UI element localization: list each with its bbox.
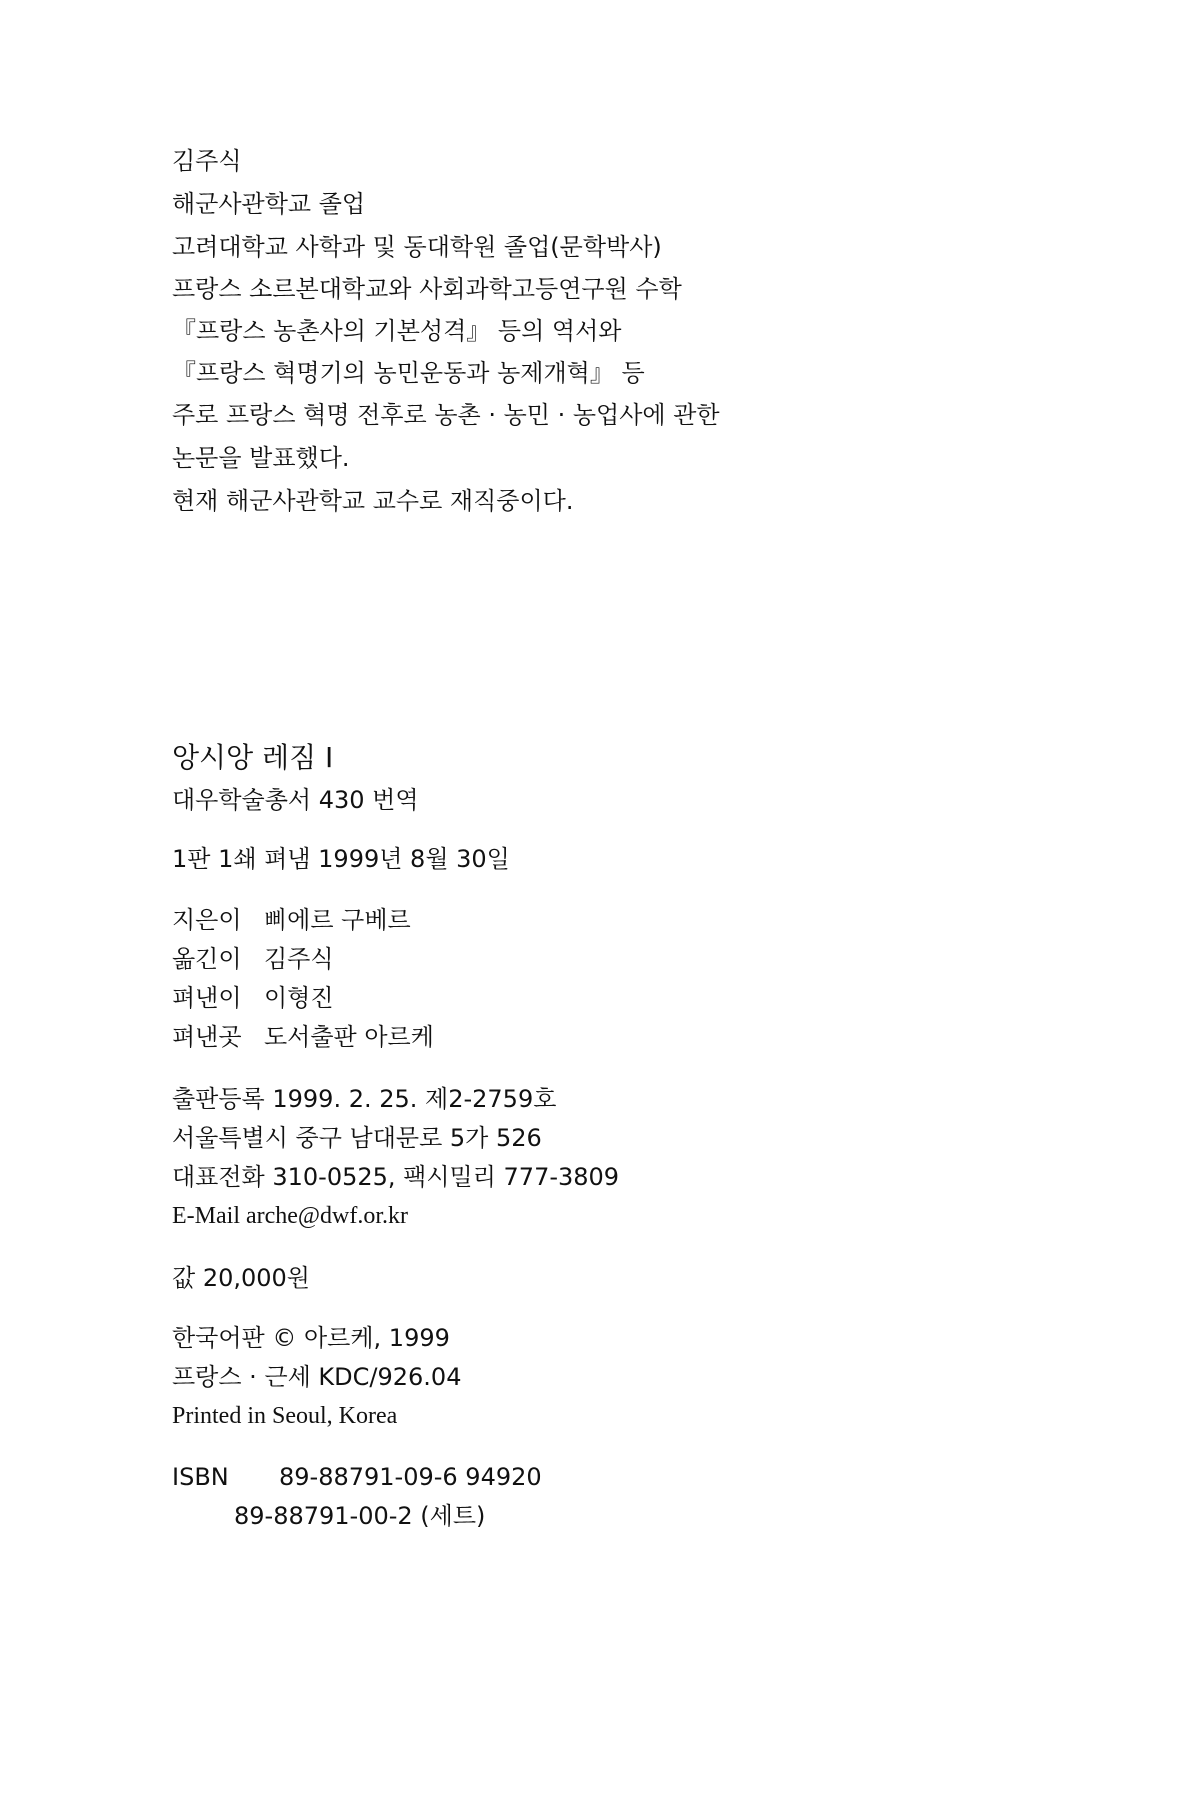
credit-value: 이형진: [264, 984, 334, 1012]
printed-in: Printed in Seoul, Korea: [172, 1403, 398, 1429]
credit-author: [172, 905, 411, 935]
bio-line: 해군사관학교 졸업: [172, 190, 366, 218]
registration-info: 출판등록 1999. 2. 25. 제2-2759호: [172, 1085, 557, 1113]
bio-line: 현재 해군사관학교 교수로 재직중이다.: [172, 487, 574, 515]
bio-line: 논문을 발표했다.: [172, 444, 350, 472]
bio-line: 『프랑스 농촌사의 기본성격』 등의 역서와: [172, 317, 622, 345]
isbn-label: ISBN: [172, 1463, 229, 1491]
credit-press: [172, 1022, 434, 1052]
phone-fax: 대표전화 310-0525, 팩시밀리 777-3809: [172, 1163, 620, 1191]
credit-label: 펴낸곳: [172, 1023, 242, 1051]
translator-name: 김주식: [172, 147, 242, 175]
isbn-number: 89-88791-09-6 94920: [279, 1463, 542, 1491]
bio-line: 고려대학교 사학과 및 동대학원 졸업(문학박사): [172, 233, 662, 261]
classification: 프랑스 · 근세 KDC/926.04: [172, 1363, 462, 1391]
credit-label: 지은이: [172, 906, 242, 934]
series-name: 대우학술총서 430 번역: [172, 786, 419, 814]
bio-line: 주로 프랑스 혁명 전후로 농촌 · 농민 · 농업사에 관한: [172, 401, 720, 429]
price: 값 20,000원: [172, 1264, 310, 1292]
copyright: 한국어판 © 아르케, 1999: [172, 1324, 450, 1352]
isbn-set: 89-88791-00-2 (세트): [234, 1502, 486, 1530]
credit-value: 삐에르 구베르: [264, 906, 411, 934]
email-label: E-Mail: [172, 1203, 240, 1229]
book-title: 앙시앙 레짐 I: [172, 741, 334, 774]
bio-line: 프랑스 소르본대학교와 사회과학고등연구원 수학: [172, 275, 682, 303]
credit-translator: [172, 944, 334, 974]
address: 서울특별시 중구 남대문로 5가 526: [172, 1124, 542, 1152]
email-address: arche@dwf.or.kr: [245, 1203, 409, 1229]
credit-label: 옮긴이: [172, 945, 242, 973]
edition-info: 1판 1쇄 펴냄 1999년 8월 30일: [172, 845, 510, 873]
credit-value: 도서출판 아르케: [264, 1023, 434, 1051]
email-line: [172, 1201, 408, 1231]
isbn-line: [172, 1462, 542, 1492]
bio-line: 『프랑스 혁명기의 농민운동과 농제개혁』 등: [172, 359, 645, 387]
credit-label: 펴낸이: [172, 984, 242, 1012]
credit-value: 김주식: [264, 945, 334, 973]
credit-publisher: [172, 983, 334, 1013]
